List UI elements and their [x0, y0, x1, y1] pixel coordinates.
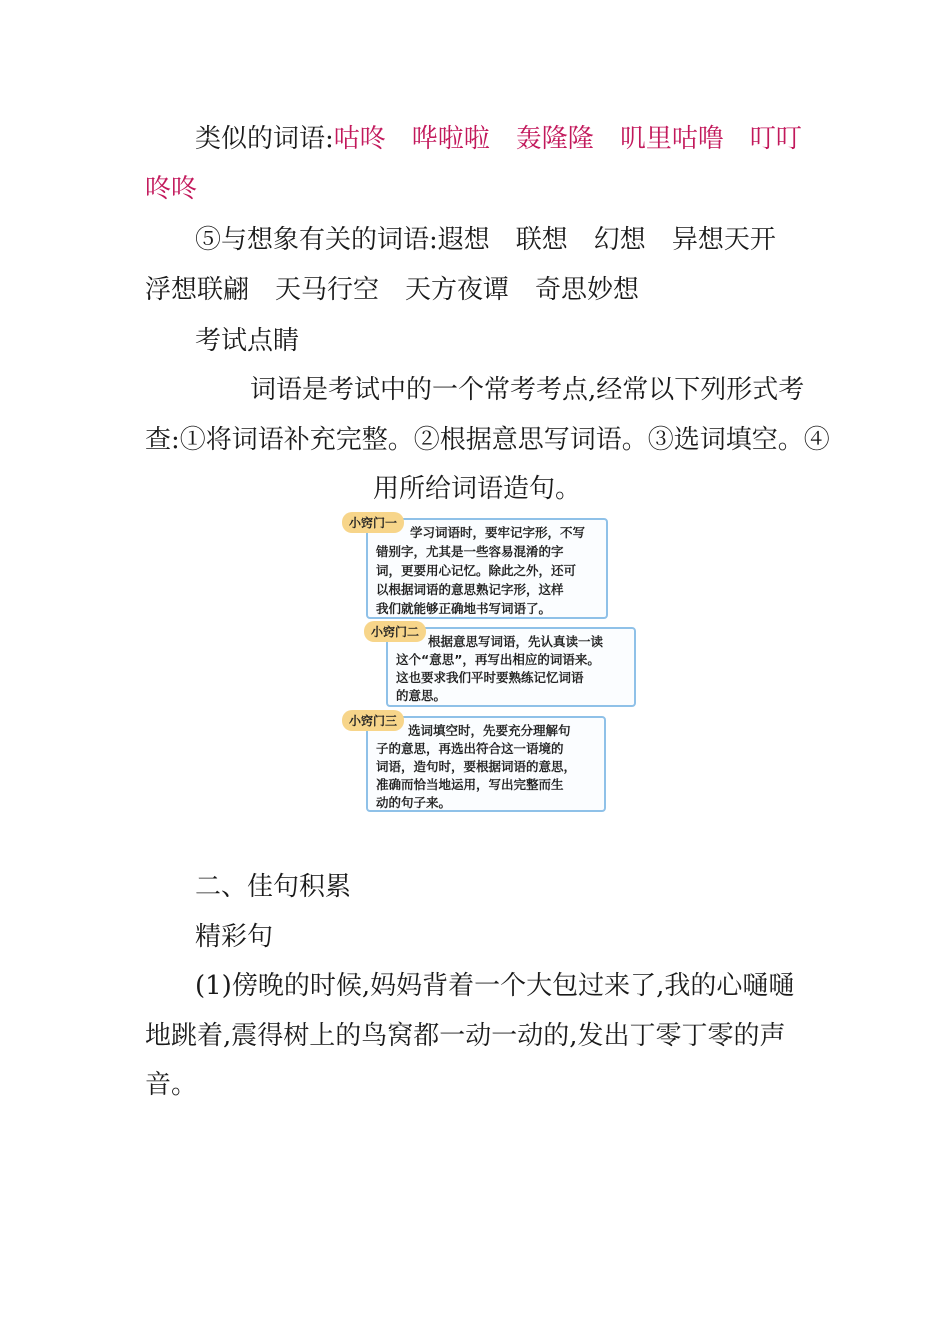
exam-paragraph-3: 用所给词语造句。	[373, 474, 582, 504]
tip-line: 的意思。	[396, 688, 447, 703]
tip-box	[366, 716, 606, 812]
section-subheading: 精彩句	[195, 922, 274, 952]
tip-tag: 小窍门二	[364, 621, 426, 642]
similar-word-wrap: 咚咚	[145, 174, 198, 204]
imagination-word: 浮想联翩	[145, 275, 250, 305]
exam-paragraph-2: 查:①将词语补充完整。②根据意思写词语。③选词填空。④	[145, 425, 830, 455]
tip-tag: 小窍门一	[342, 512, 404, 533]
similar-words-line	[195, 124, 802, 154]
tip-line: 子的意思，再选出符合这一语境的	[376, 741, 564, 756]
sentence-1-line-1: (1)傍晚的时候,妈妈背着一个大包过来了,我的心嗵嗵	[195, 971, 795, 1001]
imagination-word: 天方夜谭	[405, 275, 510, 305]
tip-line: 词语，造句时，要根据词语的意思，	[376, 759, 577, 774]
imagination-word: 天马行空	[275, 275, 380, 305]
tip-line: 这也要求我们平时要熟练记忆词语	[396, 670, 584, 685]
sentence-1-line-3: 音。	[145, 1070, 198, 1100]
tip-line: 准确而恰当地运用，写出完整而生	[376, 777, 564, 792]
imagination-word: 遐想	[437, 225, 490, 255]
tip-line: 学习词语时，要牢记字形，不写	[410, 525, 586, 540]
imagination-words-line	[195, 225, 776, 255]
imagination-word: 幻想	[593, 225, 646, 255]
section-heading: 二、佳句积累	[195, 872, 352, 902]
imagination-word: 异想天开	[671, 225, 776, 255]
similar-word: 轰隆隆	[515, 124, 594, 154]
imagination-label: ⑤与想象有关的词语:	[195, 225, 438, 255]
imagination-word: 联想	[515, 225, 568, 255]
imagination-word: 奇思妙想	[535, 275, 640, 305]
similar-words-label: 类似的词语:	[195, 124, 334, 154]
tip-line: 错别字，尤其是一些容易混淆的字	[376, 544, 564, 559]
tip-tag: 小窍门三	[342, 710, 404, 731]
similar-word: 叽里咕噜	[619, 124, 724, 154]
sentence-1-line-2: 地跳着,震得树上的鸟窝都一动一动的,发出丁零丁零的声	[145, 1021, 786, 1051]
tip-box	[386, 627, 636, 707]
tip-line: 根据意思写词语，先认真读一读	[428, 634, 604, 649]
similar-word: 咕咚	[333, 124, 386, 154]
exam-paragraph-1: 词语是考试中的一个常考考点,经常以下列形式考	[250, 375, 805, 405]
tip-line: 词，更要用心记忆。除此之外，还可	[376, 563, 577, 578]
tip-line: 动的句子来。	[376, 795, 452, 810]
similar-word: 叮叮	[749, 124, 802, 154]
tip-line: 选词填空时，先要充分理解句	[408, 723, 571, 738]
imagination-words-line-2	[145, 275, 639, 305]
tip-line: 这个“意思”，再写出相应的词语来。	[396, 652, 600, 667]
tip-box	[366, 518, 608, 619]
tip-line: 以根据词语的意思熟记字形，这样	[376, 582, 564, 597]
exam-heading: 考试点睛	[195, 326, 300, 356]
similar-word: 哗啦啦	[411, 124, 490, 154]
tip-line: 我们就能够正确地书写词语了。	[376, 601, 552, 616]
